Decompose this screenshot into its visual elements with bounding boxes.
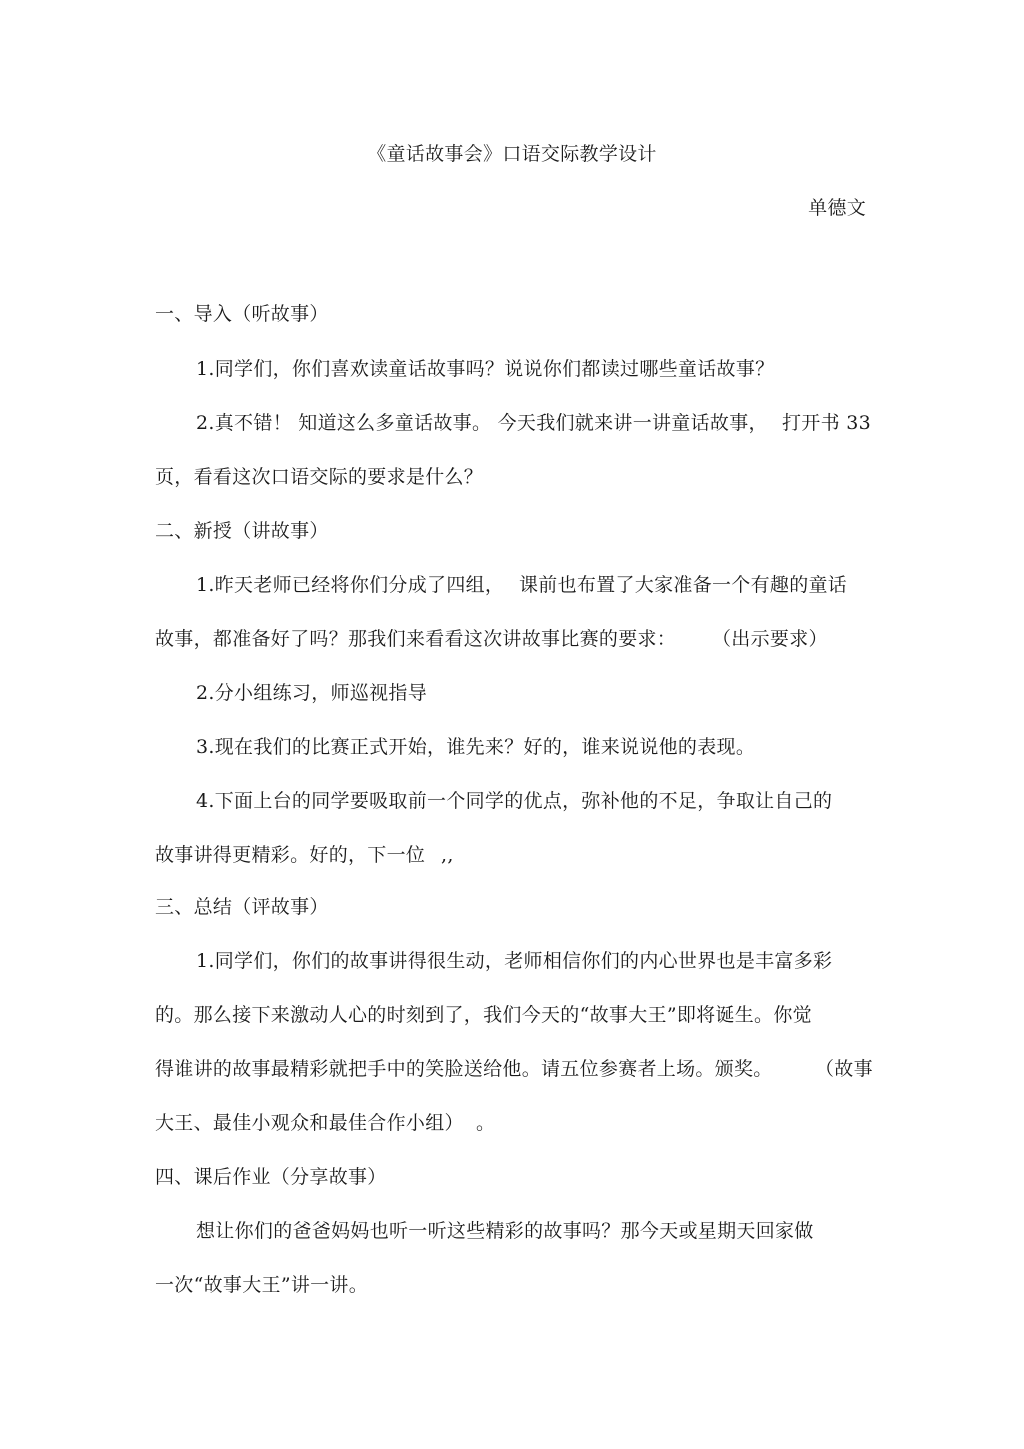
paragraph-line: 一次“故事大王”讲一讲。 [155,1274,369,1296]
paragraph-line: 3.现在我们的比赛正式开始，谁先来？好的，谁来说说他的表现。 [196,736,756,758]
paragraph-line: 1.同学们，你们的故事讲得很生动，老师相信你们的内心世界也是丰富多彩 [196,950,833,972]
section-heading-summary: 三、总结（评故事） [155,896,329,918]
section-heading-homework: 四、课后作业（分享故事） [155,1166,387,1188]
paragraph-line: 页，看看这次口语交际的要求是什么？ [155,466,484,488]
paragraph-line: 课前也布置了大家准备一个有趣的童话 [519,574,848,596]
paragraph-line: 想让你们的爸爸妈妈也听一听这些精彩的故事吗？那今天或星期天回家做 [196,1220,814,1242]
paragraph-line: 得谁讲的故事最精彩就把手中的笑脸送给他。请五位参赛者上场。颁奖。 [155,1058,773,1080]
paragraph-line: 4.下面上台的同学要吸取前一个同学的优点，弥补他的不足，争取让自己的 [196,790,833,812]
section-heading-teach: 二、新授（讲故事） [155,520,329,542]
paragraph-line: 。 [476,1112,496,1134]
paragraph-line: 2.分小组练习，师巡视指导 [196,682,428,704]
paragraph-line: 1.同学们，你们喜欢读童话故事吗？说说你们都读过哪些童话故事？ [196,358,775,380]
paragraph-line: 故事讲得更精彩。好的，下一位 [155,844,426,866]
paragraph-line: （故事 [815,1058,873,1080]
paragraph-line: 2.真不错！ 知道这么多童话故事。 今天我们就来讲一讲童话故事， [196,412,768,434]
paragraph-line: 1.昨天老师已经将你们分成了四组， [196,574,505,596]
document-author: 单德文 [808,197,866,219]
paragraph-line: ,, [441,844,454,866]
section-heading-intro: 一、导入（听故事） [155,303,329,325]
document-title: 《童话故事会》口语交际教学设计 [367,143,657,165]
paragraph-line: 大王、最佳小观众和最佳合作小组） [155,1112,464,1134]
paragraph-line: 的。那么接下来激动人心的时刻到了，我们今天的“故事大王”即将诞生。你觉 [155,1004,812,1026]
paragraph-line: （出示要求） [712,628,828,650]
paragraph-line: 打开书 33 [782,412,872,434]
paragraph-line: 故事，都准备好了吗？那我们来看看这次讲故事比赛的要求： [155,628,677,650]
